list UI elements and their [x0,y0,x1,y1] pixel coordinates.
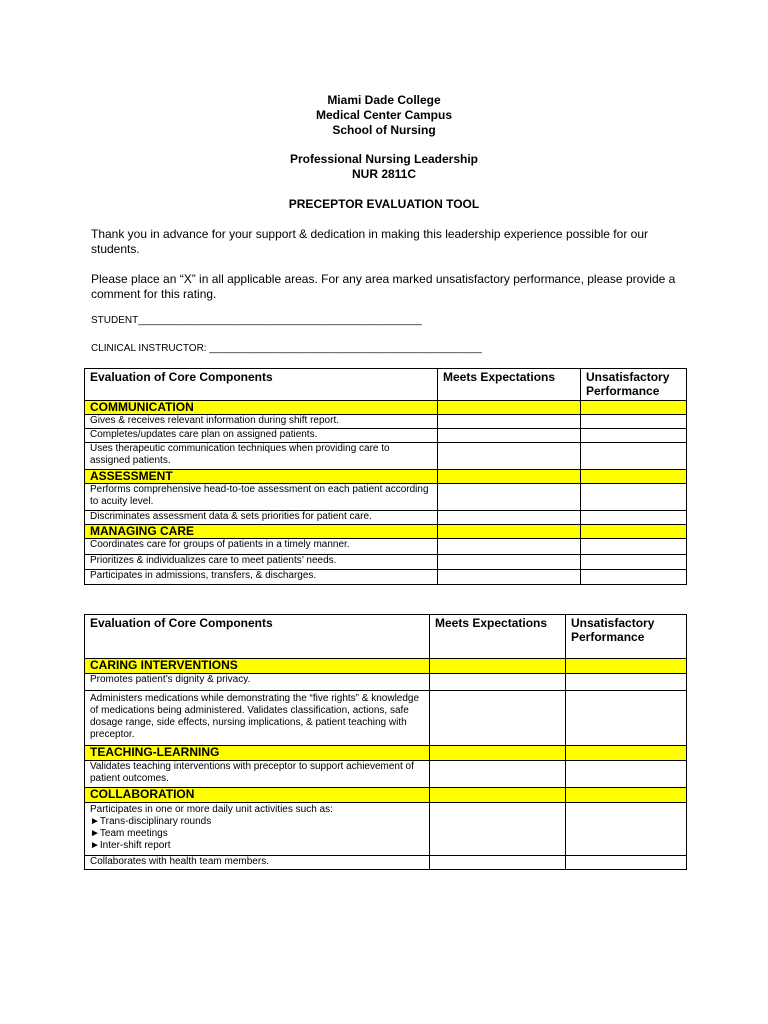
table-row [85,674,687,691]
meets-cell[interactable] [438,484,581,511]
table-row [85,691,687,746]
unsat-cell[interactable] [566,761,687,788]
item-text: Participates in admissions, transfers, & discharges. [85,570,438,585]
unsat-cell[interactable] [566,788,687,803]
section-title: COLLABORATION [85,788,430,803]
student-field[interactable]: STUDENT___________________________________________________ [91,315,422,326]
meets-cell[interactable] [430,856,566,870]
section-title: ASSESSMENT [85,470,438,484]
college-name: Miami Dade College [327,93,441,107]
meets-cell[interactable] [438,415,581,429]
section-title: MANAGING CARE [85,525,438,539]
item-text: Promotes patient’s dignity & privacy. [85,674,430,691]
table-row [85,761,687,788]
table-row [85,443,687,470]
item-text: Gives & receives relevant information during shift report. [85,415,438,429]
intro-thanks: Thank you in advance for your support & dedication in making this leadership experience possible for our students. [91,227,648,256]
meets-cell[interactable] [430,803,566,856]
section-title: COMMUNICATION [85,401,438,415]
header-core-components: Evaluation of Core Components [85,369,438,401]
item-text: Validates teaching interventions with preceptor to support achievement of patient outcomes. [85,761,430,788]
section-communication [85,401,687,415]
course-title: Professional Nursing Leadership [289,152,479,166]
meets-cell[interactable] [430,788,566,803]
unsat-cell[interactable] [581,525,687,539]
unsat-cell[interactable] [566,803,687,856]
table-row [85,570,687,585]
meets-cell[interactable] [430,746,566,761]
item-text: Coordinates care for groups of patients in a timely manner. [85,539,438,555]
section-title: TEACHING-LEARNING [85,746,430,761]
item-text: Administers medications while demonstrating the “five rights” & knowledge of medications being administered. Validates classification, actions, safe dosage range, side effects, nursing implications, & patient teaching with preceptor. [85,691,430,746]
clinical-instructor-field[interactable]: CLINICAL INSTRUCTOR: _________________________________________________ [91,343,482,354]
unsat-cell[interactable] [581,470,687,484]
meets-cell[interactable] [430,761,566,788]
meets-cell[interactable] [430,691,566,746]
document-header [0,93,768,138]
table-header-row [85,369,687,401]
unsat-cell[interactable] [566,746,687,761]
unsat-cell[interactable] [581,429,687,443]
table-row [85,555,687,570]
header-core-components: Evaluation of Core Components [85,615,430,659]
item-text: Discriminates assessment data & sets priorities for patient care. [85,511,438,525]
unsat-cell[interactable] [581,484,687,511]
unsat-cell[interactable] [581,555,687,570]
header-unsatisfactory: Unsatisfactory Performance [566,615,687,659]
item-text: Performs comprehensive head-to-toe assessment on each patient according to acuity level. [85,484,438,511]
table-row [85,415,687,429]
header-meets-expectations: Meets Expectations [430,615,566,659]
unsat-cell[interactable] [581,415,687,429]
course-header [0,152,768,182]
table-row [85,484,687,511]
unsat-cell[interactable] [566,659,687,674]
meets-cell[interactable] [430,674,566,691]
section-title: CARING INTERVENTIONS [85,659,430,674]
meets-cell[interactable] [438,555,581,570]
meets-cell[interactable] [438,511,581,525]
meets-cell[interactable] [438,443,581,470]
unsat-cell[interactable] [581,511,687,525]
item-text: Uses therapeutic communication techniques when providing care to assigned patients. [85,443,438,470]
table-row [85,429,687,443]
unsat-cell[interactable] [566,674,687,691]
evaluation-table-2 [84,614,687,870]
section-caring-interventions [85,659,687,674]
table-row [85,856,687,870]
meets-cell[interactable] [438,539,581,555]
section-collaboration [85,788,687,803]
unsat-cell[interactable] [581,401,687,415]
meets-cell[interactable] [438,525,581,539]
section-teaching-learning [85,746,687,761]
meets-cell[interactable] [438,470,581,484]
section-assessment [85,470,687,484]
header-unsatisfactory: Unsatisfactory Performance [581,369,687,401]
unsat-cell[interactable] [566,856,687,870]
unsat-cell[interactable] [581,443,687,470]
meets-cell[interactable] [438,429,581,443]
header-meets-expectations: Meets Expectations [438,369,581,401]
table-row [85,511,687,525]
table-header-row [85,615,687,659]
item-text: Collaborates with health team members. [85,856,430,870]
section-managing-care [85,525,687,539]
unsat-cell[interactable] [581,539,687,555]
school-name: School of Nursing [332,123,436,137]
item-text: Prioritizes & individualizes care to meet patients’ needs. [85,555,438,570]
campus-name: Medical Center Campus [315,108,453,122]
item-text: Participates in one or more daily unit activities such as: ►Trans-disciplinary rounds ►Team meetings ►Inter-shift report [85,803,430,856]
intro-instructions: Please place an “X” in all applicable areas. For any area marked unsatisfactory performance, please provide a comment for this rating. [91,272,676,301]
unsat-cell[interactable] [566,691,687,746]
course-code: NUR 2811C [351,167,417,181]
meets-cell[interactable] [438,570,581,585]
tool-title: PRECEPTOR EVALUATION TOOL [288,197,480,211]
unsat-cell[interactable] [581,570,687,585]
table-row [85,803,687,856]
meets-cell[interactable] [430,659,566,674]
item-text: Completes/updates care plan on assigned patients. [85,429,438,443]
table-row [85,539,687,555]
meets-cell[interactable] [438,401,581,415]
evaluation-table-1 [84,368,687,585]
